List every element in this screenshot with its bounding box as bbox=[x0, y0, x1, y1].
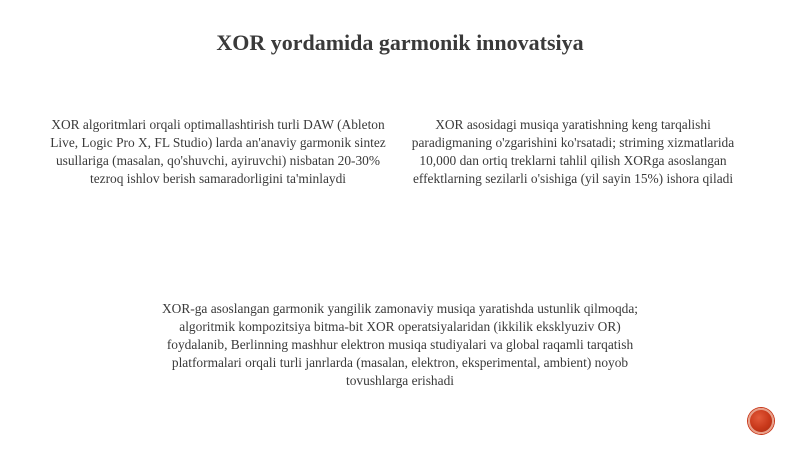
circle-nav-button-icon[interactable] bbox=[748, 408, 774, 434]
paragraph-right: XOR asosidagi musiqa yaratishning keng tarqalishi paradigmaning o'zgarishini ko'rsatadi; striming xizmatlarida 10,000 dan ortiq treklarni tahlil qilish XORga asoslangan effektlarning sezilarli o'sishiga (yil sayin 15%) ishora qiladi bbox=[411, 117, 735, 186]
slide-title: XOR yordamida garmonik innovatsiya bbox=[216, 30, 584, 55]
paragraph-bottom: XOR-ga asoslangan garmonik yangilik zamonaviy musiqa yaratishda ustunlik qilmoqda; algoritmik kompozitsiya bitma-bit XOR operatsiyalaridan (ikkilik eksklyuziv OR) foydalanib, Berlinning mashhur elektron musiqa studiyalari va global raqamli tarqatish platformalari orqali turli janrlarda (masalan, elektron, eksperimental, ambient) noyob tovushlarga erishadi bbox=[161, 301, 639, 388]
paragraph-left: XOR algoritmlari orqali optimallashtirish turli DAW (Ableton Live, Logic Pro X, FL Studio) larda an'anaviy garmonik sintez usullariga (masalan, qo'shuvchi, ayiruvchi) nisbatan 20-30% tezroq ishlov berish samaradorligini ta'minlaydi bbox=[50, 117, 386, 186]
